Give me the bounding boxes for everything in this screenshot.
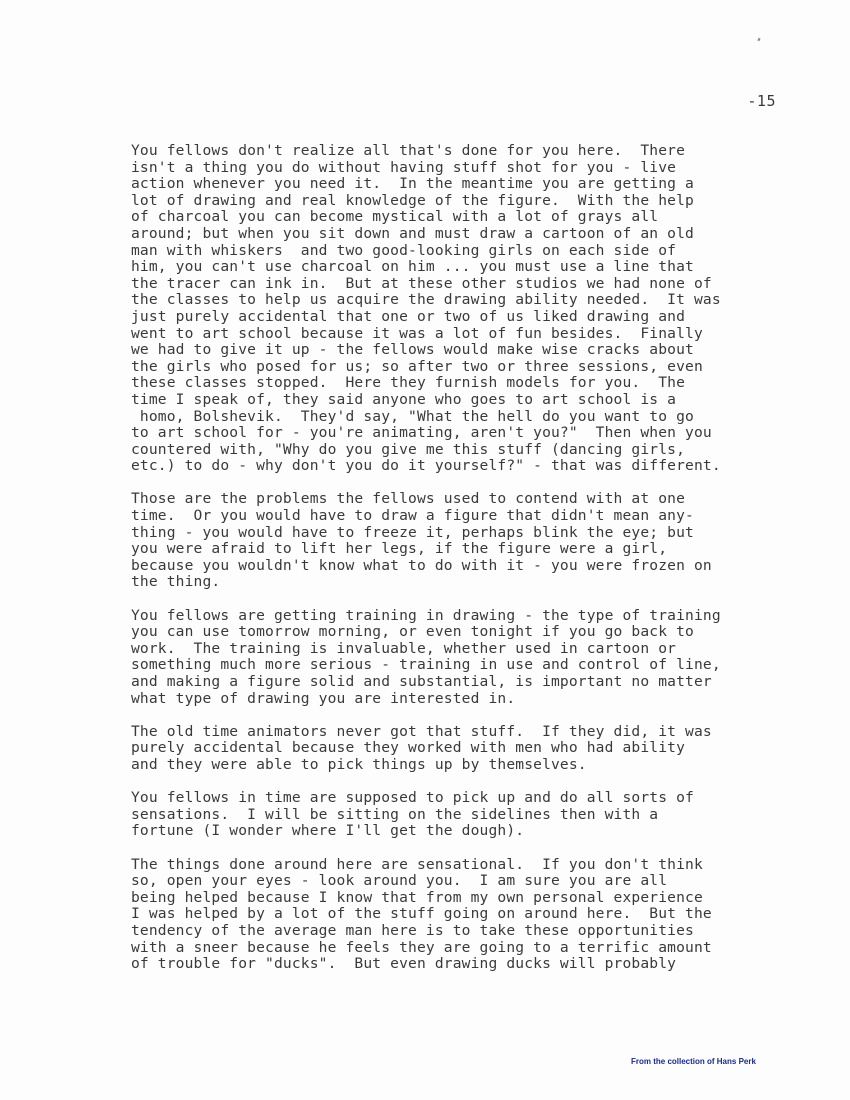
stray-ink-mark bbox=[757, 38, 760, 42]
body-text bbox=[131, 143, 811, 989]
text-line: You fellows in time are supposed to pick up and do all sorts of bbox=[131, 789, 694, 807]
text-line: lot of drawing and real knowledge of the figure. With the help bbox=[131, 191, 694, 209]
text-line: the classes to help us acquire the drawing ability needed. It was bbox=[131, 291, 721, 309]
text-line: these classes stopped. Here they furnish models for you. The bbox=[131, 374, 686, 392]
paragraph bbox=[131, 790, 811, 840]
text-line: purely accidental because they worked with men who had ability bbox=[131, 739, 686, 757]
text-line: tendency of the average man here is to take these opportunities bbox=[131, 921, 694, 939]
paragraph bbox=[131, 491, 811, 591]
text-line: so, open your eyes - look around you. I am sure you are all bbox=[131, 872, 668, 890]
text-line: him, you can't use charcoal on him ... you must use a line that bbox=[131, 258, 694, 276]
text-line: man with whiskers and two good-looking girls on each side of bbox=[131, 241, 677, 259]
paragraph bbox=[131, 857, 811, 973]
text-line: time. Or you would have to draw a figure that didn't mean any- bbox=[131, 507, 694, 525]
text-line: because you wouldn't know what to do with it - you were frozen on bbox=[131, 556, 712, 574]
text-line: something much more serious - training in use and control of line, bbox=[131, 656, 721, 674]
text-line: You fellows don't realize all that's done for you here. There bbox=[131, 142, 686, 159]
text-line: of trouble for "ducks". But even drawing ducks will probably bbox=[131, 955, 677, 973]
paragraph bbox=[131, 724, 811, 774]
text-line: I was helped by a lot of the stuff going on around here. But the bbox=[131, 905, 712, 923]
text-line: we had to give it up - the fellows would make wise cracks about bbox=[131, 341, 694, 359]
text-line: of charcoal you can become mystical with a lot of grays all bbox=[131, 208, 659, 226]
page-number: -15 bbox=[747, 92, 776, 110]
text-line: you were afraid to lift her legs, if the figure were a girl, bbox=[131, 540, 668, 558]
text-line: action whenever you need it. In the meantime you are getting a bbox=[131, 175, 694, 193]
text-line: to art school for - you're animating, aren't you?" Then when you bbox=[131, 424, 712, 442]
text-line: and they were able to pick things up by themselves. bbox=[131, 755, 587, 773]
paragraph bbox=[131, 143, 811, 475]
text-line: homo, Bolshevik. They'd say, "What the hell do you want to go bbox=[131, 407, 694, 425]
text-line: etc.) to do - why don't you do it yourself?" - that was different. bbox=[131, 457, 721, 475]
text-line: with a sneer because he feels they are going to a terrific amount bbox=[131, 938, 712, 956]
text-line: the thing. bbox=[131, 573, 221, 591]
text-line: You fellows are getting training in drawing - the type of training bbox=[131, 606, 721, 624]
text-line: The things done around here are sensational. If you don't think bbox=[131, 855, 703, 873]
text-line: thing - you would have to freeze it, perhaps blink the eye; but bbox=[131, 523, 694, 541]
paragraph bbox=[131, 608, 811, 708]
collection-credit: From the collection of Hans Perk bbox=[631, 1057, 756, 1066]
text-line: Those are the problems the fellows used to contend with at one bbox=[131, 490, 686, 508]
text-line: sensations. I will be sitting on the sidelines then with a bbox=[131, 805, 659, 823]
text-line: the tracer can ink in. But at these other studios we had none of bbox=[131, 274, 712, 292]
text-line: work. The training is invaluable, whether used in cartoon or bbox=[131, 639, 677, 657]
text-line: just purely accidental that one or two of us liked drawing and bbox=[131, 307, 686, 325]
text-line: went to art school because it was a lot of fun besides. Finally bbox=[131, 324, 703, 342]
text-line: isn't a thing you do without having stuff shot for you - live bbox=[131, 158, 677, 176]
text-line: being helped because I know that from my own personal experience bbox=[131, 888, 703, 906]
text-line: The old time animators never got that stuff. If they did, it was bbox=[131, 722, 712, 740]
text-line: around; but when you sit down and must draw a cartoon of an old bbox=[131, 224, 694, 242]
text-line: what type of drawing you are interested in. bbox=[131, 689, 516, 707]
text-line: the girls who posed for us; so after two or three sessions, even bbox=[131, 357, 703, 375]
text-line: you can use tomorrow morning, or even tonight if you go back to bbox=[131, 623, 694, 641]
text-line: countered with, "Why do you give me this stuff (dancing girls, bbox=[131, 440, 686, 458]
text-line: and making a figure solid and substantial, is important no matter bbox=[131, 673, 712, 690]
text-line: fortune (I wonder where I'll get the dough). bbox=[131, 822, 525, 840]
text-line: time I speak of, they said anyone who goes to art school is a bbox=[131, 390, 677, 408]
